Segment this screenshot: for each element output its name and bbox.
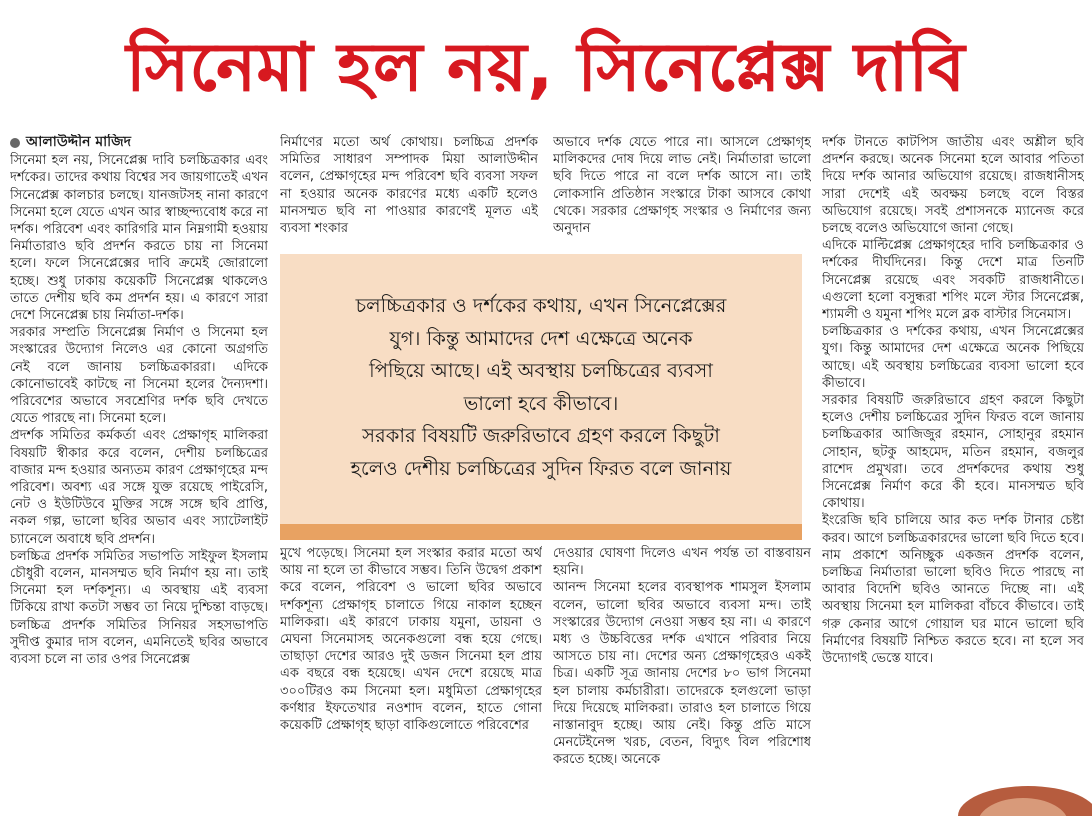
paragraph: চলচ্চিত্রকার ও দর্শকের কথায়, এখন সিনেপ্লেক্সের যুগ। কিন্তু আমাদের দেশ এক্ষেত্রে অনেক পিছিয়ে আছে। এই অবস্থায় চলচ্চিত্রের ব্যবসা ভালো হবে কীভাবে। [822,324,1084,391]
bullet-icon [10,138,20,148]
pull-quote-line: যুগ। কিন্তু আমাদের দেশ এক্ষেত্রে অনেক [389,326,693,350]
pull-quote-line: সরকার বিষয়টি জরুরিভাবে গ্রহণ করলে কিছুটা [362,424,720,447]
paragraph: এদিকে মাল্টিপ্লেক্স প্রেক্ষাগৃহের দাবি চলচ্চিত্রকার ও দর্শকের দীর্ঘদিনের। কিন্তু দেশে মাত্র তিনটি সিনেপ্লেক্স রয়েছে এবং সবকটি রাজধানীতে। এগুলো হলো বসুন্ধরা শপিং মলে স্টার সিনেপ্লেক্স, শ্যামলী ও যমুনা শপিং মলে ব্লক বাস্টার সিনেমাস। [822,238,1084,323]
paragraph: সিনেমা হল নয়, সিনেপ্লেক্স দাবি চলচ্চিত্রকার এবং দর্শকের। তাদের কথায় বিশ্বের সব জায়গাতেই এখন সিনেপ্লেক্স কালচার চলছে। যানজটসহ নানা কারণে সিনেমা হলে যেতে এখন আর স্বাচ্ছন্দ্যবোধ করে না দর্শক। পরিবেশ এবং কারিগরি মান নিম্নগামী হওয়ায় নির্মাতারাও ছবি প্রদর্শন করতে চায় না সিনেমা হলে। ফলে সিনেপ্লেক্সের দাবি ক্রমেই জোরালো হচ্ছে। শুধু ঢাকায় কয়েকটি সিনেপ্লেক্স থাকলেও তাতে দেশীয় ছবি কম প্রদর্শন হয়। এ কারণে সারা দেশে সিনেপ্লেক্স চায় নির্মাতা-দর্শক। [10,153,268,324]
paragraph: নির্মাণের মতো অর্থ কোথায়। চলচ্চিত্র প্রদর্শক সমিতির সাধারণ সম্পাদক মিয়া আলাউদ্দীন বলেন, প্রেক্ষাগৃহের মন্দ পরিবেশ ছবি ব্যবসা সফল না হওয়ার অনেক কারণের মধ্যে একটি হলেও মানসম্মত ছবি না পাওয়ার কারণেই মূলত এই ব্যবসা শংকার [280,135,538,237]
article-column-2-top [280,134,538,252]
paragraph: প্রদর্শক সমিতির কর্মকর্তা এবং প্রেক্ষাগৃহ মালিকরা বিষয়টি স্বীকার করে বলেন, দেশীয় চলচ্চিত্রের বাজার মন্দ হওয়ার অন্যতম কারণ প্রেক্ষাগৃহের মন্দ পরিবেশ। অবশ্য এর সঙ্গে যুক্ত রয়েছে পাইরেসি, নেট ও ইউটিউবে মুক্তির সঙ্গে সঙ্গে ছবি প্রাপ্তি, নকল গল্প, ভালো ছবির অভাব এবং স্যাটেলাইট চ্যানেলে অবাধে ছবি প্রদর্শন। [10,428,268,547]
paragraph: অভাবে দর্শক যেতে পারে না। আসলে প্রেক্ষাগৃহ মালিকদের দোষ দিয়ে লাভ নেই। নির্মাতারা ভালো ছবি দিতে পারে না বলে দর্শক আসে না। তাই লোকসানি প্রতিষ্ঠান সংস্কারে টাকা আসবে কোথা থেকে। সরকার প্রেক্ষাগৃহ সংস্কার ও নির্মাণের জন্য অনুদান [553,135,811,237]
pull-quote-text [294,290,788,485]
article-column-3-bottom [553,545,811,815]
byline [10,134,268,151]
article-column-1 [10,134,268,814]
paragraph: দেওয়ার ঘোষণা দিলেও এখন পর্যন্ত তা বাস্তবায়ন হয়নি। [553,546,811,579]
pull-quote-line: পিছিয়ে আছে। এই অবস্থায় চলচ্চিত্রের ব্যবসা [369,359,713,382]
paragraph: সরকার বিষয়টি জরুরিভাবে গ্রহণ করলে কিছুটা হলেও দেশীয় চলচ্চিত্রের সুদিন ফিরত বলে জানায় চলচ্চিত্রকার আজিজুর রহমান, সোহানুর রহমান সোহান, ছটকু আহমেদ, মতিন রহমান, বজলুর রাশেদ প্রমুখরা। তবে প্রদর্শকদের কথায় শুধু সিনেপ্লেক্স নির্মাণ করে কী হবে। মানসম্মত ছবি কোথায়। [822,393,1084,512]
paragraph: সরকার সম্প্রতি সিনেপ্লেক্স নির্মাণ ও সিনেমা হল সংস্কারের উদ্যোগ নিলেও এর কোনো অগ্রগতি নেই বলে জানায় চলচ্চিত্রকাররা। এদিকে কোনোভাবেই কাটছে না সিনেমা হলের দৈন্যদশা। পরিবেশের অভাবে সবশ্রেণির দর্শক ছবি দেখতে যেতে পারছে না। সিনেমা হলে। [10,325,268,427]
headline: সিনেমা হল নয়, সিনেপ্লেক্স দাবি [126,29,966,106]
pull-quote-line: চলচ্চিত্রকার ও দর্শকের কথায়, এখন সিনেপ্লেক্সের [355,294,727,317]
paragraph: মুখে পড়েছে। সিনেমা হল সংস্কার করার মতো অর্থ আয় না হলে তা কীভাবে সম্ভব। তিনি উদ্বেগ প্রকাশ করে বলেন, পরিবেশ ও ভালো ছবির অভাবে দর্শকশূন্য প্রেক্ষাগৃহ চালাতে গিয়ে নাকাল হচ্ছেন মালিকরা। এই কারণে ঢাকায় যমুনা, ডায়না ও মেঘনা সিনেমাসহ অনেকগুলো বন্ধ হয়ে গেছে। তাছাড়া দেশের আরও দুই ডজন সিনেমা হল প্রায় এক বছরে বন্ধ হয়েছে। এখন দেশে রয়েছে মাত্র ৩০০টিরও কম সিনেমা হল। মধুমিতা প্রেক্ষাগৃহের কর্ণধার ইফতেখার নওশাদ বলেন, হাতে গোনা কয়েকটি প্রেক্ষাগৃহ ছাড়া বাকিগুলোতে পরিবেশের [280,546,542,734]
pull-quote-box [280,254,802,540]
paragraph: দর্শক টানতে কাটপিস জাতীয় এবং অশ্লীল ছবি প্রদর্শন করছে। অনেক সিনেমা হলে আবার পতিতা দিয়ে দর্শক আনার অভিযোগ রয়েছে। রাজধানীসহ সারা দেশেই এই অবক্ষয় চলছে বলে বিস্তর অভিযোগ রয়েছে। সবই প্রশাসনকে ম্যানেজ করে চলছে বলেও অভিযোগে জানা গেছে। [822,135,1084,237]
article-column-2-bottom [280,545,542,815]
paragraph: চলচ্চিত্র প্রদর্শক সমিতির সভাপতি সাইফুল ইসলাম চৌধুরী বলেন, মানসম্মত ছবি নির্মাণ হয় না। তাই সিনেমা হল দর্শকশূন্য। এ অবস্থায় এই ব্যবসা টিকিয়ে রাখা কতটা সম্ভব তা নিয়ে দুশ্চিন্তা বাড়ছে। চলচ্চিত্র প্রদর্শক সমিতির সিনিয়র সহসভাপতি সুদীপ্ত কুমার দাস বলেন, এমনিতেই ছবির অভাবে ব্যবসা চলে না তার ওপর সিনেপ্লেক্স [10,548,268,668]
article-column-4 [822,134,1084,814]
paragraph: ইংরেজি ছবি চালিয়ে আর কত দর্শক টানার চেষ্টা করব। আগে চলচ্চিত্রকারদের ভালো ছবি দিতে হবে। নাম প্রকাশে অনিচ্ছুক একজন প্রদর্শক বলেন, চলচ্চিত্র নির্মাতারা ভালো ছবিও দিতে পারছে না আবার বিদেশি ছবিও আনতে দিচ্ছে না। এই অবস্থায় সিনেমা হল মালিকরা বাঁচবে কীভাবে। তাই গরু কেনার আগে গোয়াল ঘর মানে ভালো ছবি নির্মাণের বিষয়টি নিশ্চিত করতে হবে। না হলে সব উদ্যোগই ভেস্তে যাবে। [822,513,1084,667]
article-column-3-top [553,134,811,252]
author-name: আলাউদ্দীন মাজিদ [26,134,132,150]
pull-quote-line: ভালো হবে কীভাবে। [463,391,619,415]
pull-quote-line: হলেও দেশীয় চলচ্চিত্রের সুদিন ফিরত বলে জানায় [350,456,732,480]
paragraph: আনন্দ সিনেমা হলের ব্যবস্থাপক শামসুল ইসলাম বলেন, ভালো ছবির অভাবে ব্যবসা মন্দ। তাই সংস্কারের উদ্যোগ নেওয়া সম্ভব হয় না। এ কারণে মধ্য ও উচ্চবিত্তের দর্শক এখানে পরিবার নিয়ে আসতে চায় না। দেশের অন্য প্রেক্ষাগৃহেরও একই চিত্র। একটি সূত্র জানায় দেশের ৮০ ভাগ সিনেমা হল চালায় কর্মচারীরা। তাদেরকে হলগুলো ভাড়া দিয়ে দিয়েছে মালিকরা। তারাও হল চালাতে গিয়ে নাস্তানাবুদ হচ্ছে। আয় নেই। কিন্তু প্রতি মাসে মেনটেইনেন্স খরচ, বেতন, বিদ্যুৎ বিল পরিশোধ করতে হচ্ছে। অনেকে [553,580,811,768]
